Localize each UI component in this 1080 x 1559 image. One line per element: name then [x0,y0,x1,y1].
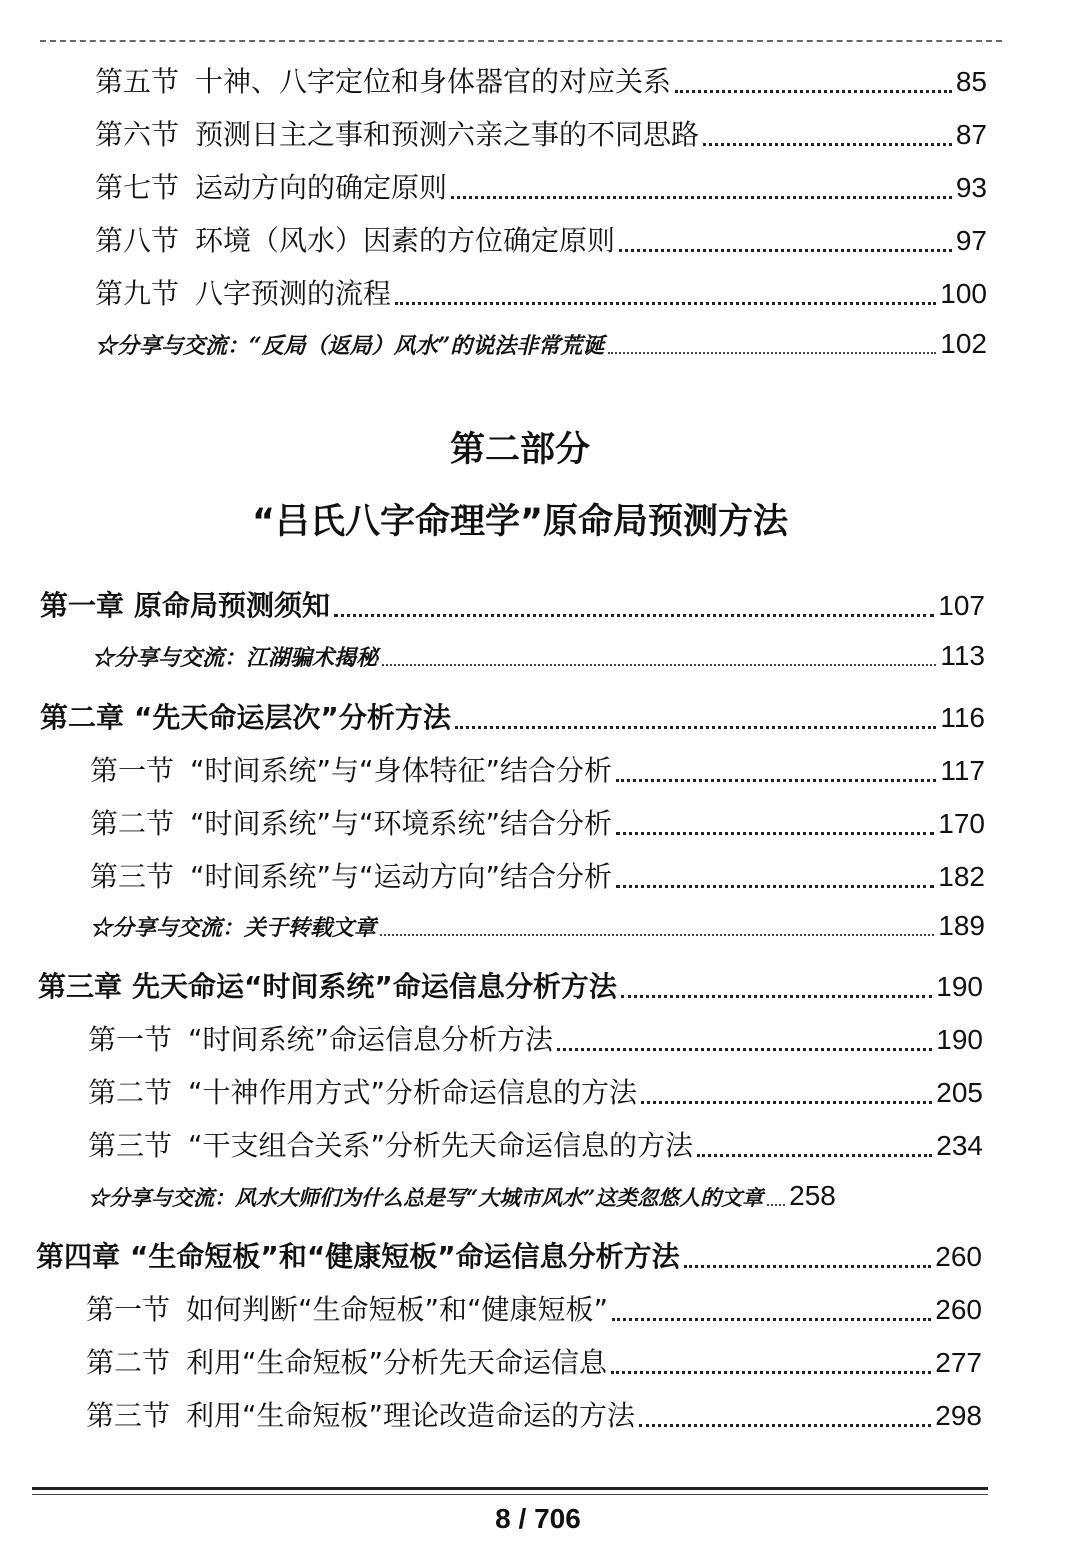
toc-entry[interactable] [95,219,987,259]
dot-leader [382,664,936,666]
entry-page: 116 [940,702,985,733]
entry-title: “干支组合关系”分析先天命运信息的方法 [188,1129,694,1162]
dot-leader [767,1204,785,1206]
entry-label: 第二章 [40,701,125,734]
dot-leader [684,1265,932,1268]
entry-label: 第二节 [86,1346,171,1379]
entry-page: 260 [935,1241,982,1272]
entry-title: 利用“生命短板”分析先天命运信息 [186,1346,608,1379]
entry-page: 260 [935,1294,982,1325]
entry-label: 第三节 [90,860,175,893]
entry-title: ☆分享与交流：江湖骗术揭秘 [92,645,379,671]
entry-page: 182 [938,861,985,892]
toc-chapter-entry[interactable] [36,1235,982,1275]
dot-leader [334,614,934,617]
entry-title: 八字预测的流程 [195,277,392,310]
dot-leader [621,995,932,998]
dot-leader [611,1371,931,1374]
dot-leader [451,196,952,199]
toc-entry[interactable] [90,855,985,895]
entry-page: 205 [936,1077,983,1108]
entry-page: 234 [936,1130,983,1161]
entry-label: 第一节 [90,754,175,787]
entry-title: 运动方向的确定原则 [195,171,448,204]
entry-page: 189 [938,910,985,941]
dot-leader [395,302,936,305]
entry-page: 190 [936,1024,983,1055]
entry-title: “生命短板”和“健康短板”命运信息分析方法 [130,1240,680,1273]
top-dashed-rule [40,40,1002,42]
entry-label: 第三节 [86,1399,171,1432]
dot-leader [616,832,934,835]
entry-page: 87 [955,119,987,150]
dot-leader [639,1424,931,1427]
entry-label: 第五节 [95,65,180,98]
dot-leader [616,885,934,888]
entry-title: “时间系统”与“运动方向”结合分析 [190,860,613,893]
entry-label: 第六节 [95,118,180,151]
entry-label: 第三节 [88,1129,173,1162]
entry-title: “先天命运层次”分析方法 [134,701,451,734]
entry-label: 第一节 [88,1023,173,1056]
entry-title: “时间系统”与“身体特征”结合分析 [190,754,613,787]
dot-leader [619,249,952,252]
entry-page: 190 [936,971,983,1002]
toc-entry[interactable] [86,1394,982,1434]
toc-entry[interactable] [86,1288,982,1328]
entry-page: 85 [955,66,987,97]
toc-entry[interactable] [86,1341,982,1381]
entry-title: ☆分享与交流：风水大师们为什么总是写“大城市风水”这类忽悠人的文章 [88,1185,764,1210]
entry-page: 113 [940,640,985,671]
entry-page: 258 [789,1180,836,1211]
toc-entry[interactable] [88,1124,983,1164]
dot-leader [641,1101,932,1104]
entry-page: 170 [938,808,985,839]
toc-entry[interactable] [95,113,987,153]
part-number: 第二部分 [449,430,590,470]
page-indicator: 8 / 706 [495,1503,581,1534]
entry-title: 环境（风水）因素的方位确定原则 [195,224,616,257]
footer-rule-thin [32,1494,988,1495]
entry-label: 第一节 [86,1293,171,1326]
dot-leader [697,1154,932,1157]
footer-rule-thick [32,1487,988,1490]
entry-label: 第三章 [38,970,123,1003]
entry-title: “时间系统”命运信息分析方法 [188,1023,554,1056]
dot-leader [557,1048,932,1051]
entry-label: 第七节 [95,171,180,204]
toc-chapter-entry[interactable] [40,696,985,736]
dot-leader [703,143,952,146]
entry-label: 第二节 [88,1076,173,1109]
dot-leader [612,1318,931,1321]
entry-label: 第八节 [95,224,180,257]
entry-label: 第四章 [36,1240,121,1273]
entry-label: 第九节 [95,277,180,310]
dot-leader [616,779,936,782]
entry-title: “十神作用方式”分析命运信息的方法 [188,1076,638,1109]
entry-title: 如何判断“生命短板”和“健康短板” [186,1293,609,1326]
entry-title: 先天命运“时间系统”命运信息分析方法 [132,970,617,1003]
entry-page: 107 [938,590,985,621]
toc-entry[interactable] [88,1071,983,1111]
toc-share-entry[interactable] [95,328,987,360]
toc-entry[interactable] [95,166,987,206]
entry-title: ☆分享与交流：关于转载文章 [90,915,377,941]
entry-title: 十神、八字定位和身体器官的对应关系 [195,65,672,98]
dot-leader [380,934,934,936]
entry-label: 第一章 [40,589,125,622]
dot-leader [608,352,936,354]
entry-title: ☆分享与交流：“反局（返局）风水”的说法非常荒诞 [95,333,605,359]
entry-title: 原命局预测须知 [134,589,331,622]
entry-page: 277 [935,1347,982,1378]
toc-entry[interactable] [95,272,987,312]
toc-share-entry[interactable] [88,1180,983,1212]
entry-title: 利用“生命短板”理论改造命运的方法 [186,1399,636,1432]
toc-chapter-entry[interactable] [40,584,985,624]
toc-entry[interactable] [90,749,985,789]
entry-title: “时间系统”与“环境系统”结合分析 [190,807,613,840]
toc-chapter-entry[interactable] [38,965,983,1005]
toc-entry[interactable] [90,802,985,842]
toc-share-entry[interactable] [92,640,985,672]
entry-label: 第二节 [90,807,175,840]
entry-page: 97 [955,225,987,256]
entry-page: 93 [955,172,987,203]
entry-page: 102 [940,328,987,359]
dot-leader [455,726,937,729]
entry-page: 117 [940,755,985,786]
toc-entry[interactable] [95,60,987,100]
part-title: “吕氏八字命理学”原命局预测方法 [251,502,788,542]
toc-share-entry[interactable] [90,910,985,942]
entry-title: 预测日主之事和预测六亲之事的不同思路 [195,118,700,151]
toc-entry[interactable] [88,1018,983,1058]
entry-page: 298 [935,1400,982,1431]
dot-leader [675,90,952,93]
entry-page: 100 [940,278,987,309]
